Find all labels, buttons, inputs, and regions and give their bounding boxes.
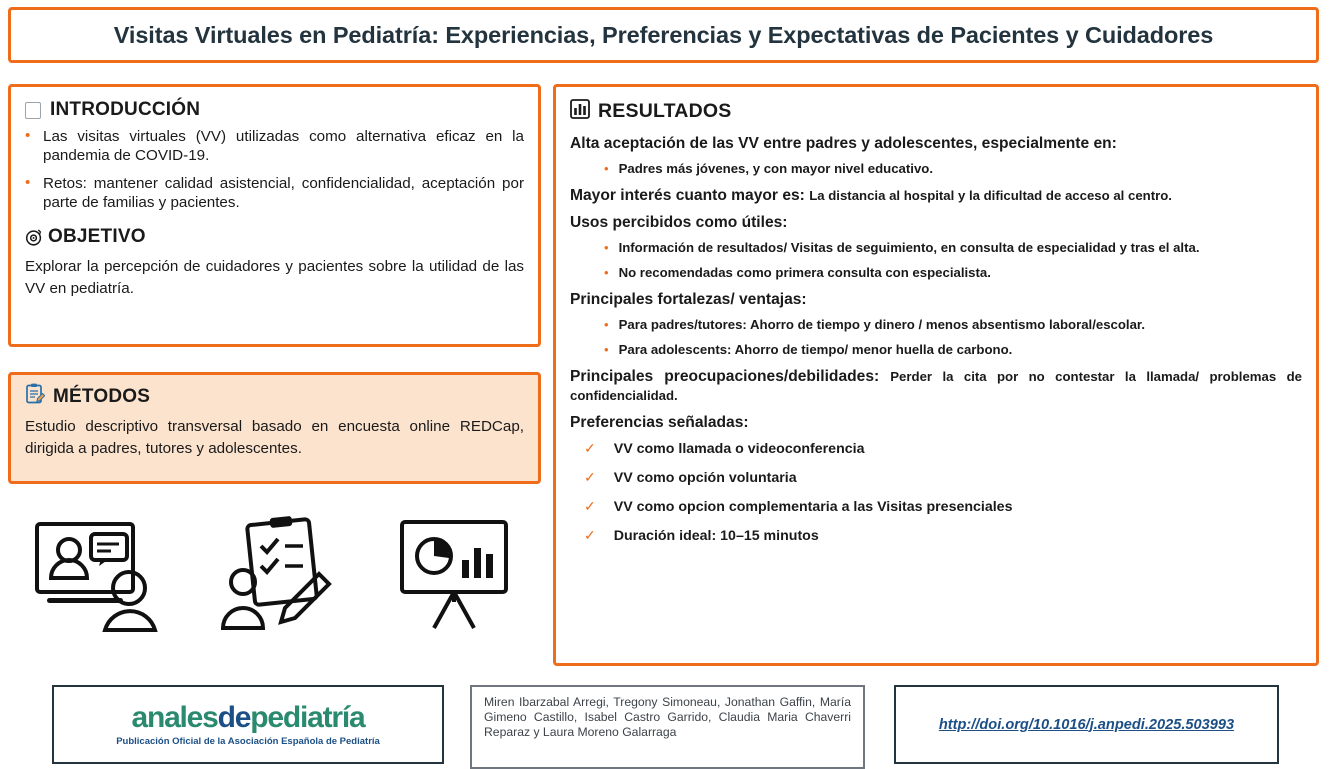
bullet-dot-icon: • [604,317,609,332]
illustration-row [8,505,541,650]
results-sub-text: Padres más jóvenes, y con mayor nivel educativo. [618,161,934,176]
methods-section [8,372,541,484]
preference-text: VV como opción voluntaria [613,470,797,486]
results-heading [570,99,1302,124]
check-icon: ✓ [584,498,596,514]
list-item [584,498,1302,516]
list-item [584,469,1302,487]
authors-text: Miren Ibarzabal Arregi, Tregony Simoneau, Jonathan Gaffin, María Gimeno Castillo, Isabel Castro Garrido, Claudia Maria Chaverri Reparaz y Laura Moreno Galarraga [484,695,851,739]
list-item [584,440,1302,458]
list-item [604,342,1302,358]
results-inline-normal: La distancia al hospital y la dificultad de acceso al centro. [809,188,1172,203]
objective-heading-label: OBJETIVO [48,226,146,247]
doi-box [894,685,1279,764]
preference-text: Duración ideal: 10–15 minutos [613,528,819,544]
results-lead: Principales fortalezas/ ventajas: [570,291,807,308]
target-icon [25,228,44,247]
bullet-dot-icon: • [604,265,609,280]
logo-part-de: de [217,701,251,734]
list-item [604,161,1302,177]
results-heading-label: RESULTADOS [598,100,732,122]
list-item [584,527,1302,545]
check-icon: ✓ [584,440,596,456]
poster-title-bar [8,7,1319,63]
methods-heading [25,383,524,410]
bullet-dot-icon: • [25,127,31,144]
journal-logo [131,702,364,734]
page-title: Visitas Virtuales en Pediatría: Experiencias, Preferencias y Expectativas de Pacientes y Cuidadores [113,21,1214,48]
results-lead: Usos percibidos como útiles: [570,214,788,231]
introduction-section [8,84,541,347]
bullet-dot-icon: • [604,240,609,255]
bullet-dot-icon: • [604,161,609,176]
bullet-dot-icon: • [604,342,609,357]
check-icon: ✓ [584,527,596,543]
bullet-dot-icon: • [25,174,31,191]
methods-text: Estudio descriptivo transversal basado en encuesta online REDCap, dirigida a padres, tutores y adolescentes. [25,418,524,457]
logo-part-anales: anales [131,701,218,734]
results-inline-block [570,186,1302,205]
objective-text: Explorar la percepción de cuidadores y pacientes sobre la utilidad de las VV en pediatría. [25,258,524,297]
journal-logo-box [52,685,444,764]
introduction-heading [25,99,524,121]
results-sub-text: No recomendadas como primera consulta con especialista. [618,265,991,280]
methods-heading-label: MÉTODOS [53,385,151,407]
results-inline-bold: Principales preocupaciones/debilidades: [570,368,880,385]
results-inline-block [570,367,1302,405]
presentation-chart-icon [394,516,516,639]
journal-logo-subtitle: Publicación Oficial de la Asociación Española de Pediatría [116,736,380,747]
authors-box [470,685,865,769]
doi-link[interactable]: http://doi.org/10.1016/j.anpedi.2025.503993 [938,716,1235,733]
results-inline-normal: Perder la cita por no contestar la llamada/ problemas de confidencialidad. [570,369,1302,403]
list-item [25,127,524,165]
video-consultation-icon [33,516,165,639]
results-lead: Alta aceptación de las VV entre padres y adolescentes, especialmente en: [570,135,1117,152]
introduction-bullet-text: Retos: mantener calidad asistencial, confidencialidad, aceptación por parte de familias y pacientes. [43,175,524,211]
list-item [604,240,1302,256]
results-sub-text: Para padres/tutores: Ahorro de tiempo y dinero / menos absentismo laboral/escolar. [618,317,1145,332]
bar-chart-icon [570,99,590,124]
results-inline-bold: Mayor interés cuanto mayor es: [570,187,805,204]
results-lead: Preferencias señaladas: [570,414,749,431]
list-item [604,317,1302,333]
objective-heading [25,226,524,248]
list-item [25,174,524,212]
check-icon: ✓ [584,469,596,485]
results-section [553,84,1319,666]
preference-text: VV como opcion complementaria a las Visitas presenciales [613,499,1013,515]
survey-clipboard-icon [215,516,343,639]
logo-part-pediatria: pediatría [250,701,365,734]
preference-text: VV como llamada o videoconferencia [613,441,865,457]
introduction-heading-label: INTRODUCCIÓN [50,99,201,120]
results-sub-text: Información de resultados/ Visitas de seguimiento, en consulta de especialidad y tras el alta. [618,240,1200,255]
introduction-bullets [25,127,524,212]
results-sub-text: Para adolescents: Ahorro de tiempo/ menor huella de carbono. [618,342,1013,357]
introduction-bullet-text: Las visitas virtuales (VV) utilizadas como alternativa eficaz en la pandemia de COVID-19. [43,128,524,164]
clipboard-icon [25,383,45,410]
list-item [604,265,1302,281]
document-icon [25,102,41,119]
